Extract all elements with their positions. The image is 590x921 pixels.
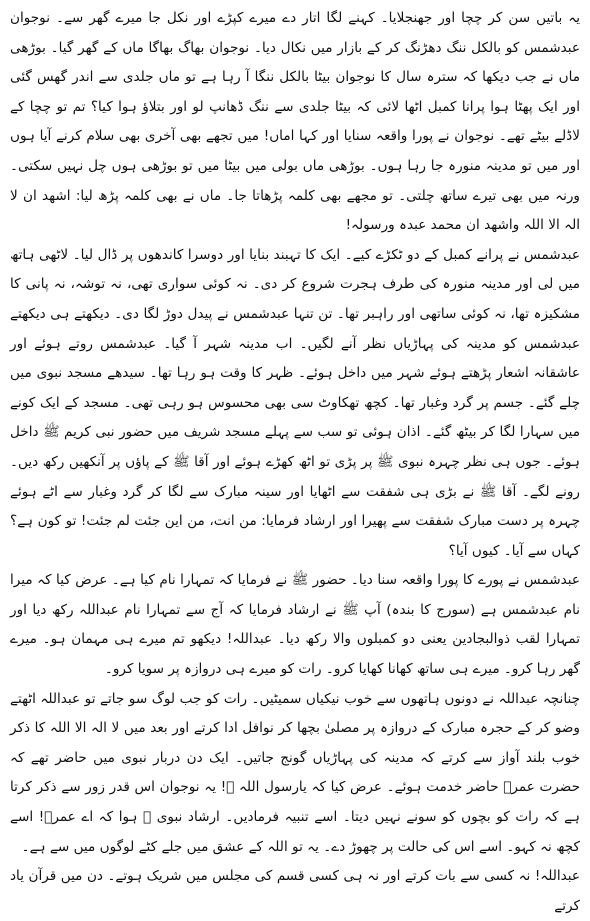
paragraph-1: یہ باتیں سن کر چچا اور جھنجلایا۔ کہنے لگا اتار دے میرے کپڑے اور نکل جا میرے گھر سے۔ نوجوان عبدشمس کو بالکل ننگ دھڑنگ کر کے بازار میں نکال دیا۔ نوجوان بھاگ بھاگا ماں کے گھر گیا۔ بوڑھی ماں نے جب دیکھا کہ سترہ سال کا نوجوان بیٹا بالکل ننگا آ رہا ہے تو ماں جلدی سے اندر گھس گئی اور ایک پھٹا ہوا پرانا کمبل اٹھا لائی کہ بیٹا جلدی سے ننگ ڈھانپ لو اور بتلاؤ ہوا کیا؟ تم تو چچا کے لاڈلے بیٹے تھے۔ نوجوان نے پورا واقعہ سنایا اور کہا اماں! میں تجھے بھی آخری بھی سلام کرنے آیا ہوں اور میں تو مدینہ منورہ جا رہا ہوں۔ بوڑھی ماں بولی میں بیٹا میں تو بوڑھی ہوں چل نہیں سکتی۔ ورنہ میں بھی تیرے ساتھ چلتی۔ تو مجھے بھی کلمہ پڑھاتا جا۔ ماں نے بھی کلمہ پڑھ لیا: اشھد ان لا الہ الا اللہ واشھد ان محمد عبدہ ورسولہ! (10, 10, 580, 234)
paragraph-5: عبداللہ! نہ کسی سے بات کرتے اور نہ ہی کسی قسم کی مجلس میں شریک ہوتے۔ دن میں قرآن یاد کرتے (10, 868, 580, 914)
paragraph-4: چنانچہ عبداللہ نے دونوں ہاتھوں سے خوب نیکیاں سمیٹیں۔ رات کو جب لوگ سو جاتے تو عبداللہ اٹھتے وضو کر کے حجرہ مبارک کے دروازہ پر مصلیٰ بچھا کر نوافل ادا کرتے اور بعد میں لا الہ الا اللہ کا ذکر خوب بلند آواز سے کرتے کہ مدینہ کی پہاڑیاں گونج جاتیں۔ ایک دن دربار نبوی میں حاضر تھے کہ حضرت عمرؓ حاضر خدمت ہوئے۔ عرض کیا کہ یارسول اللہ ﷺ! یہ نوجوان اس قدر زور سے ذکر کرتا ہے کہ رات کو بچوں کو سونے نہیں دیتا۔ اسے تنبیہ فرمادیں۔ ارشاد نبوی ﷺ ہوا کہ اے عمرؓ! اسے کچھ نہ کہو۔ اسے اس کی حالت پر چھوڑ دے۔ یہ تو اللہ کے عشق میں جلے کٹے لوگوں میں سے ہے۔ (10, 690, 580, 855)
paragraph-3: عبدشمس نے پورے کا پورا واقعہ سنا دیا۔ حضور ﷺ نے فرمایا کہ تمہارا نام کیا ہے۔ عرض کیا کہ میرا نام عبدشمس ہے (سورج کا بندہ) آپ ﷺ نے ارشاد فرمایا کہ آج سے تمہارا نام عبداللہ رکھ دیا اور تمہارا لقب ذوالبجادین یعنی دو کمبلوں والا رکھ دیا۔ عبداللہ! دیکھو تم میرے ہی مہمان ہو۔ میرے گھر رہا کرو۔ میرے ہی ساتھ کھانا کھایا کرو۔ رات کو میرے ہی دروازہ پر سویا کرو۔ (10, 572, 580, 678)
paragraph-2: عبدشمس نے پرانے کمبل کے دو ٹکڑے کیے۔ ایک کا تہبند بنایا اور دوسرا کاندھوں پر ڈال لیا۔ لاٹھی ہاتھ میں لی اور مدینہ منورہ کی طرف ہجرت شروع کر دی۔ نہ کوئی سواری تھی، نہ توشہ، نہ پانی کا مشکیزہ تھا، نہ کوئی ساتھی اور راہبر تھا۔ تن تنہا عبدشمس نے پیدل دوڑ لگا دی۔ دیکھتے ہی دیکھتے عبدشمس کو مدینہ کی پہاڑیاں نظر آنے لگیں۔ اب مدینہ شہر آ گیا۔ عبدشمس روتے ہوئے اور عاشقانہ اشعار پڑھتے ہوئے شہر میں داخل ہوئے۔ ظہر کا وقت ہو رہا تھا۔ سیدھے مسجد نبوی میں چلے گئے۔ جسم پر گرد وغبار تھا۔ کچھ تھکاوٹ سی بھی محسوس ہو رہی تھی۔ مسجد کے ایک کونے میں سہارا لگا کر بیٹھ گئے۔ اذان ہوئی تو سب سے پہلے مسجد شریف میں حضور نبی کریم ﷺ داخل ہوئے۔ جوں ہی نظر چہرہ نبوی ﷺ پر پڑی تو اٹھ کھڑے ہوئے اور آقا ﷺ کے پاؤں پر آنکھیں رکھ دیں۔ رونے لگے۔ آقا ﷺ نے بڑی ہی شفقت سے اٹھایا اور سینہ مبارک سے لگا کر گرد وغبار سے اٹے ہوئے چہرہ پر دست مبارک شفقت سے پھیرا اور ارشاد فرمایا: من انت، من این جئت لم جئت! تو کون ہے؟ کہاں سے آیا۔ کیوں آیا؟ (10, 246, 580, 559)
body-text (10, 4, 580, 921)
